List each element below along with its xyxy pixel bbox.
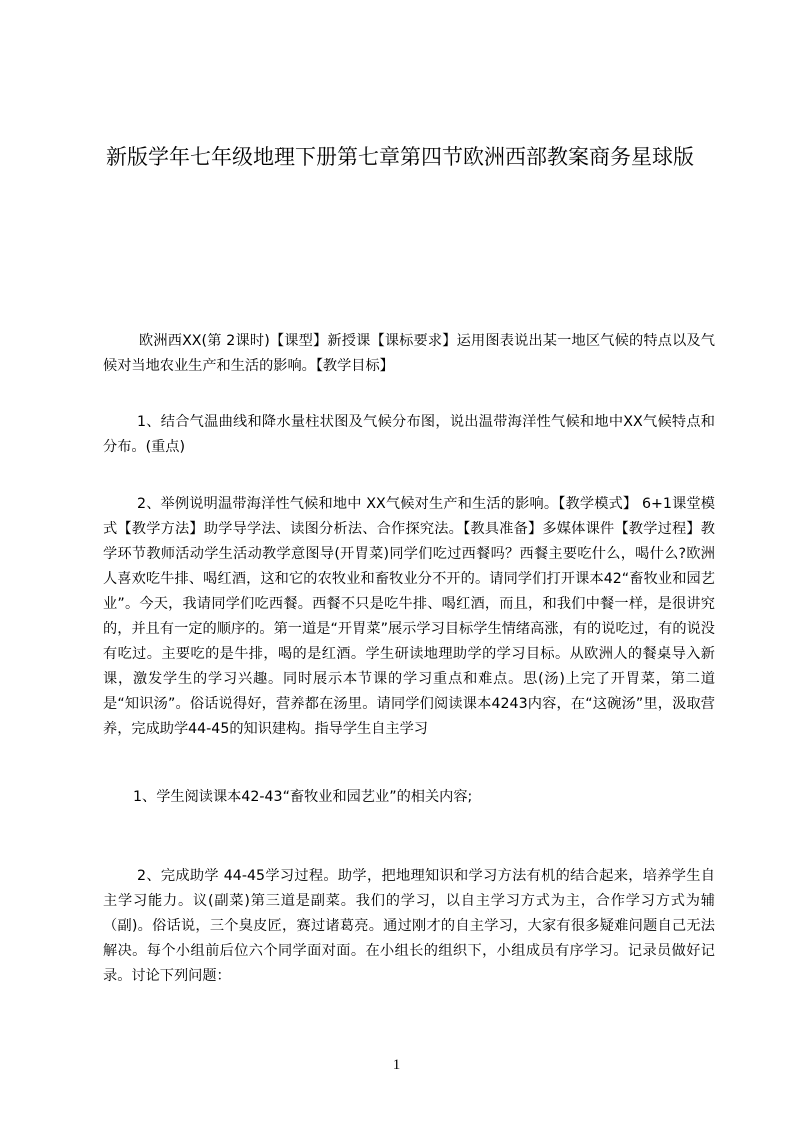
document-title: 新版学年七年级地理下册第七章第四节欧洲西部教案商务星球版 — [106, 145, 694, 169]
paragraph-intro: 欧洲西XX(第 2课时)【课型】新授课【课标要求】运用图表说出某一地区气候的特点以及气候对当地农业生产和生活的影响。【教学目标】 — [103, 333, 715, 375]
paragraph-objective-1: 1、结合气温曲线和降水量柱状图及气候分布图，说出温带海洋性气候和地中XX气候特点和分布。(重点) — [103, 414, 715, 456]
paragraph-step-1: 1、学生阅读课本42-43“畜牧业和园艺业”的相关内容; — [133, 789, 473, 806]
paragraph-step-2: 2、完成助学 44-45学习过程。助学，把地理知识和学习方法有机的结合起来，培养学生自主学习能力。议(副菜)第三道是副菜。我们的学习，以自主学习方式为主，合作学习方式为辅（副)。俗话说，三个臭皮匠，赛过诸葛亮。通过刚才的自主学习，大家有很多疑难问题自己无法解决。每个小组前后位六个同学面对面。在小组长的组织下，小组成员有序学习。记录员做好记录。讨论下列问题： — [103, 868, 715, 985]
page-number: 1 — [392, 1057, 401, 1073]
paragraph-objective-2: 2、举例说明温带海洋性气候和地中 XX气候对生产和生活的影响。【教学模式】 6+1课堂模式【教学方法】助学导学法、读图分析法、合作探究法。【教具准备】多媒体课件【教学过程】教学环节教师活动学生活动教学意图导(开胃菜)同学们吃过西餐吗？西餐主要吃什么，喝什么?欧洲人喜欢吃牛排、喝红酒，这和它的农牧业和畜牧业分不开的。请同学们打开课本42“畜牧业和园艺业”。今天，我请同学们吃西餐。西餐不只是吃牛排、喝红酒，而且，和我们中餐一样，是很讲究的，并且有一定的顺序的。第一道是“开胃菜”展示学习目标学生情绪高涨，有的说吃过，有的说没有吃过。主要吃的是牛排，喝的是红酒。学生研读地理助学的学习目标。从欧洲人的餐桌导入新课，激发学生的学习兴趣。同时展示本节课的学习重点和难点。思(汤)上完了开胃菜，第二道是“知识汤”。俗话说得好，营养都在汤里。请同学们阅读课本4243内容，在“这碗汤”里，汲取营养，完成助学44-45的知识建构。指导学生自主学习 — [103, 496, 715, 738]
